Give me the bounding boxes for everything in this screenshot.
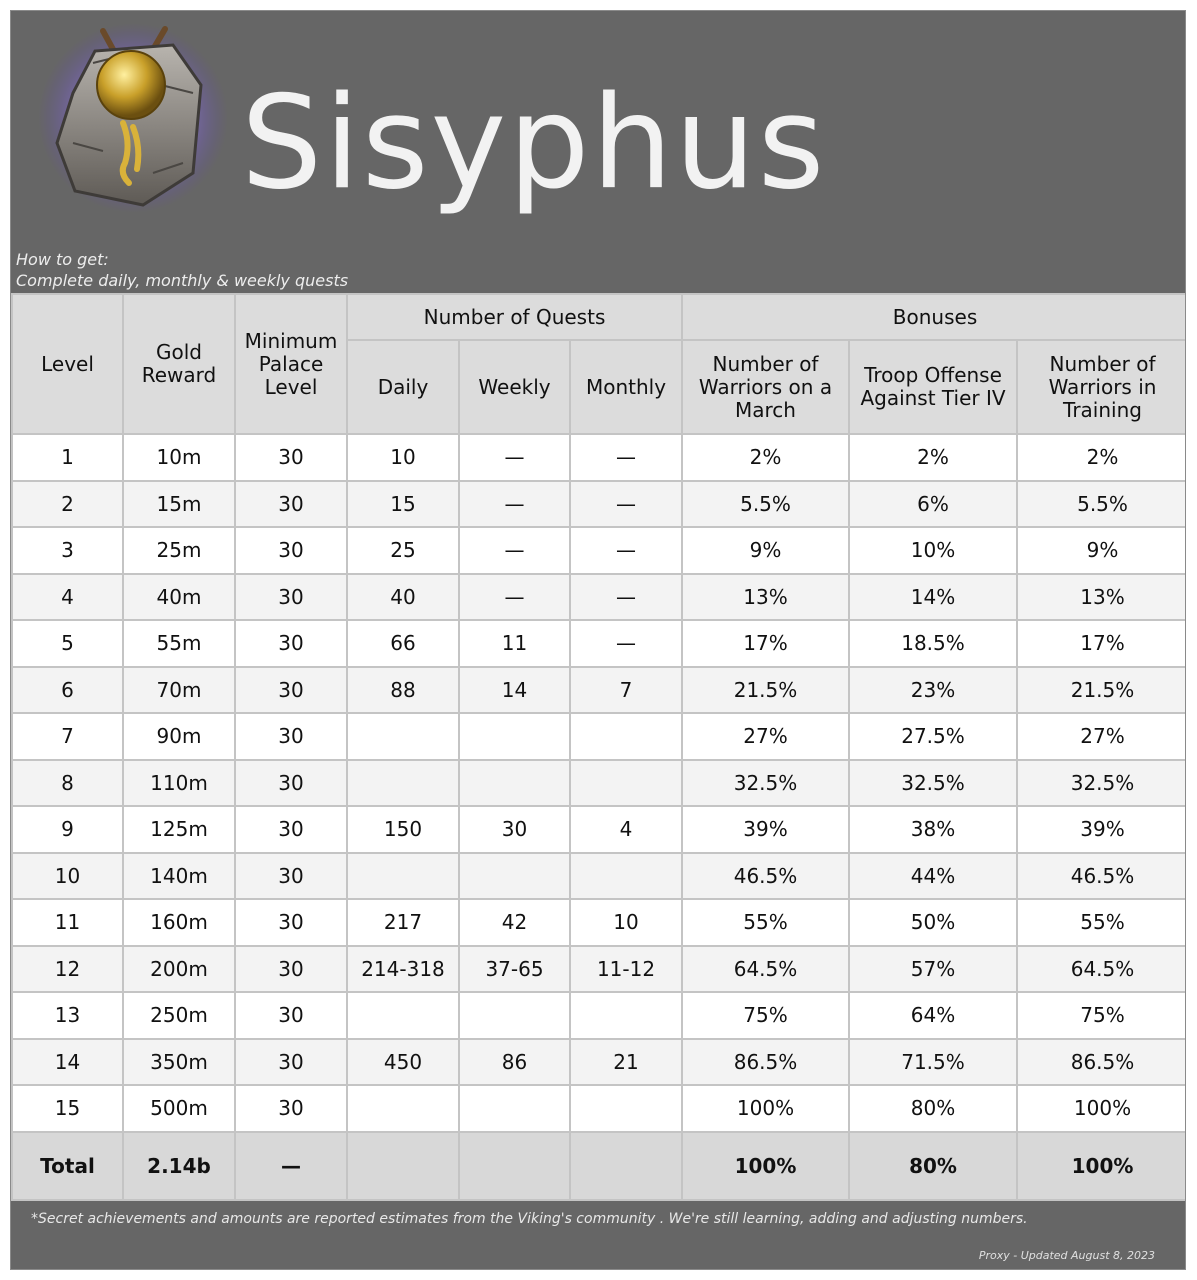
- cell-training: 9%: [1017, 527, 1186, 574]
- sisyphus-card: [10, 10, 1186, 1270]
- cell-march: 5.5%: [682, 481, 849, 528]
- cell-offense: 27.5%: [849, 713, 1017, 760]
- cell-palace: 30: [235, 481, 347, 528]
- table-row: [12, 806, 1186, 853]
- cell-level: 5: [12, 620, 123, 667]
- cell-palace: 30: [235, 434, 347, 481]
- cell-weekly: —: [459, 434, 570, 481]
- cell-monthly: [570, 713, 682, 760]
- table-row: [12, 481, 1186, 528]
- cell-gold: 110m: [123, 760, 235, 807]
- header-daily: Daily: [347, 340, 459, 434]
- cell-palace: 30: [235, 667, 347, 714]
- cell-monthly: [570, 1085, 682, 1132]
- cell-weekly: —: [459, 481, 570, 528]
- cell-palace: 30: [235, 1039, 347, 1086]
- cell-march: 27%: [682, 713, 849, 760]
- cell-weekly: —: [459, 527, 570, 574]
- cell-daily: [347, 1085, 459, 1132]
- cell-monthly: 7: [570, 667, 682, 714]
- total-training: 100%: [1017, 1132, 1186, 1200]
- cell-training: 46.5%: [1017, 853, 1186, 900]
- total-march: 100%: [682, 1132, 849, 1200]
- cell-gold: 55m: [123, 620, 235, 667]
- cell-weekly: 86: [459, 1039, 570, 1086]
- cell-level: 13: [12, 992, 123, 1039]
- cell-gold: 140m: [123, 853, 235, 900]
- cell-offense: 14%: [849, 574, 1017, 621]
- table-row: [12, 992, 1186, 1039]
- page-title: Sisyphus: [241, 69, 827, 218]
- table-row: [12, 1085, 1186, 1132]
- cell-daily: 88: [347, 667, 459, 714]
- cell-palace: 30: [235, 527, 347, 574]
- table-row: [12, 713, 1186, 760]
- total-offense: 80%: [849, 1132, 1017, 1200]
- cell-monthly: —: [570, 620, 682, 667]
- cell-training: 21.5%: [1017, 667, 1186, 714]
- header-level: Level: [12, 294, 123, 434]
- table-row: [12, 667, 1186, 714]
- cell-training: 39%: [1017, 806, 1186, 853]
- sisyphus-boulder-emblem-icon: [33, 23, 233, 213]
- cell-monthly: 10: [570, 899, 682, 946]
- cell-daily: 15: [347, 481, 459, 528]
- cell-daily: 25: [347, 527, 459, 574]
- cell-level: 2: [12, 481, 123, 528]
- cell-gold: 40m: [123, 574, 235, 621]
- cell-offense: 38%: [849, 806, 1017, 853]
- header: [11, 11, 1186, 293]
- cell-offense: 6%: [849, 481, 1017, 528]
- cell-level: 6: [12, 667, 123, 714]
- cell-weekly: 11: [459, 620, 570, 667]
- header-warriors-on-march: Number of Warriors on a March: [682, 340, 849, 434]
- total-daily: [347, 1132, 459, 1200]
- cell-palace: 30: [235, 620, 347, 667]
- cell-level: 4: [12, 574, 123, 621]
- total-weekly: [459, 1132, 570, 1200]
- cell-daily: 10: [347, 434, 459, 481]
- cell-weekly: [459, 760, 570, 807]
- cell-march: 100%: [682, 1085, 849, 1132]
- cell-level: 1: [12, 434, 123, 481]
- cell-palace: 30: [235, 992, 347, 1039]
- cell-gold: 350m: [123, 1039, 235, 1086]
- cell-training: 17%: [1017, 620, 1186, 667]
- total-gold: 2.14b: [123, 1132, 235, 1200]
- cell-weekly: [459, 992, 570, 1039]
- total-row: [12, 1132, 1186, 1200]
- cell-weekly: [459, 713, 570, 760]
- cell-training: 55%: [1017, 899, 1186, 946]
- cell-monthly: —: [570, 434, 682, 481]
- cell-training: 2%: [1017, 434, 1186, 481]
- cell-daily: 40: [347, 574, 459, 621]
- cell-daily: [347, 853, 459, 900]
- cell-palace: 30: [235, 899, 347, 946]
- cell-gold: 15m: [123, 481, 235, 528]
- cell-palace: 30: [235, 806, 347, 853]
- cell-daily: 217: [347, 899, 459, 946]
- cell-monthly: 4: [570, 806, 682, 853]
- table-row: [12, 946, 1186, 993]
- header-monthly: Monthly: [570, 340, 682, 434]
- header-minimum-palace-level: Minimum Palace Level: [235, 294, 347, 434]
- cell-palace: 30: [235, 1085, 347, 1132]
- cell-monthly: —: [570, 527, 682, 574]
- cell-monthly: [570, 853, 682, 900]
- cell-march: 46.5%: [682, 853, 849, 900]
- cell-offense: 23%: [849, 667, 1017, 714]
- cell-palace: 30: [235, 853, 347, 900]
- cell-offense: 10%: [849, 527, 1017, 574]
- cell-monthly: 11-12: [570, 946, 682, 993]
- cell-training: 86.5%: [1017, 1039, 1186, 1086]
- cell-palace: 30: [235, 760, 347, 807]
- cell-daily: [347, 992, 459, 1039]
- table-row: [12, 760, 1186, 807]
- cell-palace: 30: [235, 713, 347, 760]
- table-row: [12, 853, 1186, 900]
- cell-offense: 2%: [849, 434, 1017, 481]
- cell-march: 21.5%: [682, 667, 849, 714]
- table-row: [12, 434, 1186, 481]
- cell-training: 32.5%: [1017, 760, 1186, 807]
- cell-offense: 50%: [849, 899, 1017, 946]
- cell-daily: 214-318: [347, 946, 459, 993]
- cell-weekly: —: [459, 574, 570, 621]
- levels-table: [11, 293, 1186, 1201]
- cell-offense: 64%: [849, 992, 1017, 1039]
- cell-monthly: [570, 992, 682, 1039]
- table-row: [12, 899, 1186, 946]
- cell-level: 11: [12, 899, 123, 946]
- cell-level: 12: [12, 946, 123, 993]
- cell-gold: 200m: [123, 946, 235, 993]
- table-row: [12, 574, 1186, 621]
- total-palace: —: [235, 1132, 347, 1200]
- cell-level: 8: [12, 760, 123, 807]
- cell-march: 32.5%: [682, 760, 849, 807]
- total-label: Total: [12, 1132, 123, 1200]
- table-row: [12, 620, 1186, 667]
- cell-march: 64.5%: [682, 946, 849, 993]
- cell-daily: 66: [347, 620, 459, 667]
- header-troop-offense: Troop Offense Against Tier IV: [849, 340, 1017, 434]
- cell-gold: 250m: [123, 992, 235, 1039]
- cell-training: 75%: [1017, 992, 1186, 1039]
- cell-monthly: —: [570, 481, 682, 528]
- footer-credit: Proxy - Updated August 8, 2023: [978, 1249, 1155, 1262]
- cell-level: 9: [12, 806, 123, 853]
- cell-weekly: 42: [459, 899, 570, 946]
- cell-monthly: 21: [570, 1039, 682, 1086]
- cell-gold: 125m: [123, 806, 235, 853]
- cell-daily: [347, 713, 459, 760]
- cell-offense: 80%: [849, 1085, 1017, 1132]
- table-row: [12, 527, 1186, 574]
- cell-gold: 10m: [123, 434, 235, 481]
- cell-level: 3: [12, 527, 123, 574]
- cell-weekly: 30: [459, 806, 570, 853]
- cell-training: 27%: [1017, 713, 1186, 760]
- cell-training: 5.5%: [1017, 481, 1186, 528]
- how-to-get-label: How to get:: [16, 250, 109, 269]
- cell-weekly: 37-65: [459, 946, 570, 993]
- cell-weekly: 14: [459, 667, 570, 714]
- cell-offense: 71.5%: [849, 1039, 1017, 1086]
- cell-march: 39%: [682, 806, 849, 853]
- cell-march: 86.5%: [682, 1039, 849, 1086]
- cell-gold: 90m: [123, 713, 235, 760]
- table-body: [12, 434, 1186, 1200]
- header-weekly: Weekly: [459, 340, 570, 434]
- cell-training: 100%: [1017, 1085, 1186, 1132]
- cell-offense: 18.5%: [849, 620, 1017, 667]
- cell-gold: 70m: [123, 667, 235, 714]
- how-to-get: [16, 249, 348, 291]
- cell-offense: 44%: [849, 853, 1017, 900]
- cell-level: 10: [12, 853, 123, 900]
- table-row: [12, 1039, 1186, 1086]
- how-to-get-text: Complete daily, monthly & weekly quests: [16, 271, 349, 290]
- cell-march: 2%: [682, 434, 849, 481]
- footer-note: *Secret achievements and amounts are reported estimates from the Viking's community . We're still learning, adding and adjusting numbers.: [31, 1211, 1028, 1227]
- cell-gold: 500m: [123, 1085, 235, 1132]
- cell-monthly: —: [570, 574, 682, 621]
- cell-offense: 32.5%: [849, 760, 1017, 807]
- cell-training: 13%: [1017, 574, 1186, 621]
- cell-daily: [347, 760, 459, 807]
- cell-monthly: [570, 760, 682, 807]
- cell-palace: 30: [235, 946, 347, 993]
- cell-march: 75%: [682, 992, 849, 1039]
- cell-palace: 30: [235, 574, 347, 621]
- cell-level: 14: [12, 1039, 123, 1086]
- header-number-of-quests: Number of Quests: [347, 294, 682, 340]
- cell-daily: 450: [347, 1039, 459, 1086]
- header-warriors-in-training: Number of Warriors in Training: [1017, 340, 1186, 434]
- cell-gold: 160m: [123, 899, 235, 946]
- total-monthly: [570, 1132, 682, 1200]
- cell-weekly: [459, 1085, 570, 1132]
- cell-offense: 57%: [849, 946, 1017, 993]
- header-gold-reward: Gold Reward: [123, 294, 235, 434]
- cell-march: 17%: [682, 620, 849, 667]
- cell-weekly: [459, 853, 570, 900]
- cell-level: 7: [12, 713, 123, 760]
- cell-march: 13%: [682, 574, 849, 621]
- cell-daily: 150: [347, 806, 459, 853]
- cell-level: 15: [12, 1085, 123, 1132]
- header-bonuses: Bonuses: [682, 294, 1186, 340]
- cell-march: 9%: [682, 527, 849, 574]
- cell-training: 64.5%: [1017, 946, 1186, 993]
- cell-march: 55%: [682, 899, 849, 946]
- cell-gold: 25m: [123, 527, 235, 574]
